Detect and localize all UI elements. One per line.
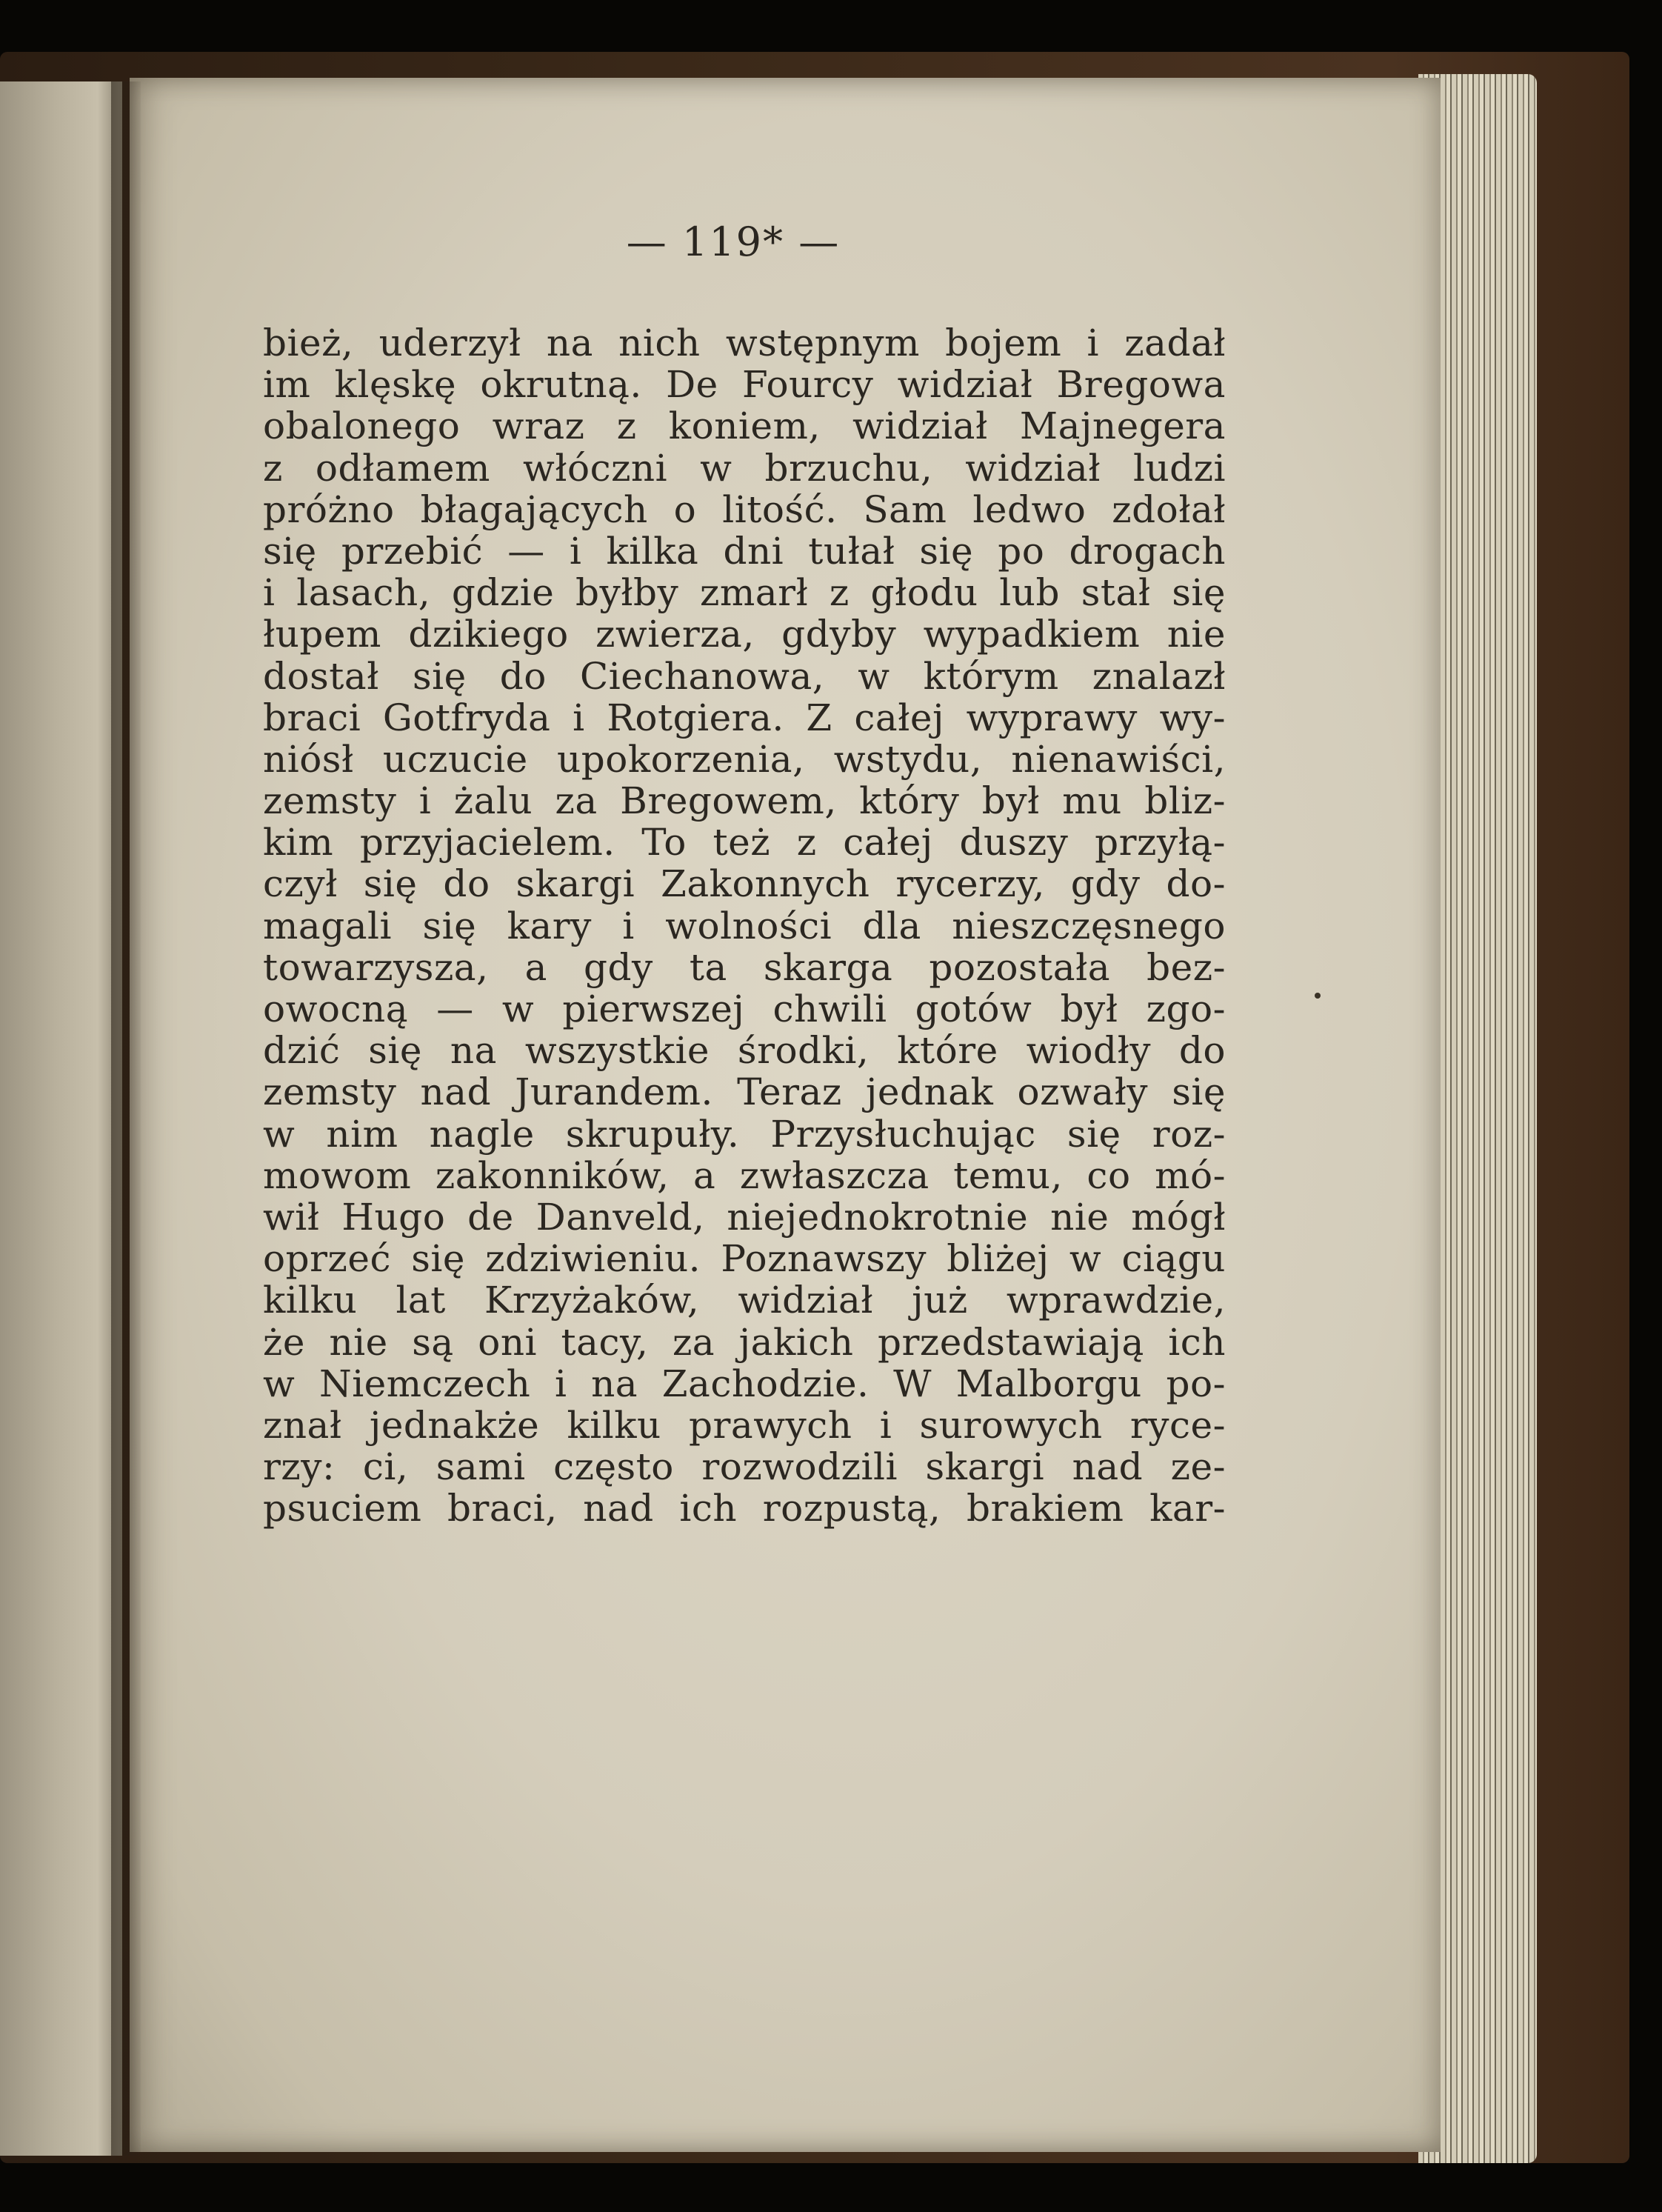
text-line: kim przyjacielem. To też z całej duszy przyłą-	[263, 821, 1226, 865]
page-text	[263, 322, 1226, 1529]
text-line: magali się kary i wolności dla nieszczęsnego	[263, 904, 1226, 947]
text-line: braci Gotfryda i Rotgiera. Z całej wyprawy wy-	[263, 696, 1226, 739]
text-line: w nim nagle skrupuły. Przysłuchując się roz-	[263, 1112, 1226, 1156]
book-page	[130, 78, 1441, 2152]
text-line: dostał się do Ciechanowa, w którym znalazł	[263, 654, 1226, 698]
text-line: mowom zakonników, a zwłaszcza temu, co mó-	[263, 1153, 1226, 1197]
text-line: im klęskę okrutną. De Fourcy widział Bregowa	[263, 363, 1226, 407]
text-line: psuciem braci, nad ich rozpustą, brakiem kar-	[263, 1487, 1226, 1530]
text-line: zemsty nad Jurandem. Teraz jednak ozwały się	[263, 1070, 1226, 1114]
text-line: i lasach, gdzie byłby zmarł z głodu lub stał się	[263, 571, 1226, 615]
text-line: owocną — w pierwszej chwili gotów był zgo-	[263, 987, 1226, 1030]
text-line: rzy: ci, sami często rozwodzili skargi nad ze-	[263, 1445, 1226, 1489]
text-line: się przebić — i kilka dni tułał się po drogach	[263, 529, 1226, 573]
text-line: że nie są oni tacy, za jakich przedstawiają ich	[263, 1320, 1226, 1364]
facing-page-edge	[0, 81, 122, 2156]
text-line: oprzeć się zdziwieniu. Poznawszy bliżej w ciągu	[263, 1237, 1226, 1281]
text-line: znał jednakże kilku prawych i surowych ryce-	[263, 1403, 1226, 1447]
text-line: wił Hugo de Danveld, niejednokrotnie nie mógł	[263, 1195, 1226, 1239]
page-number: — 119* —	[626, 219, 841, 265]
margin-speck	[1315, 993, 1321, 999]
text-line: obalonego wraz z koniem, widział Majnegera	[263, 404, 1226, 448]
text-line: w Niemczech i na Zachodzie. W Malborgu po-	[263, 1362, 1226, 1405]
text-line: łupem dzikiego zwierza, gdyby wypadkiem nie	[263, 613, 1226, 656]
text-line: z odłamem włóczni w brzuchu, widział ludzi	[263, 446, 1226, 490]
text-line: niósł uczucie upokorzenia, wstydu, nienawiści,	[263, 737, 1226, 781]
text-line: dzić się na wszystkie środki, które wiodły do	[263, 1029, 1226, 1073]
text-line: towarzysza, a gdy ta skarga pozostała bez-	[263, 945, 1226, 989]
text-line: czył się do skargi Zakonnych rycerzy, gdy do-	[263, 862, 1226, 906]
gutter-shadow	[111, 81, 141, 2156]
text-line: próżno błagających o litość. Sam ledwo zdołał	[263, 487, 1226, 531]
text-line: zemsty i żalu za Bregowem, który był mu bliz-	[263, 779, 1226, 823]
text-line: bież, uderzył na nich wstępnym bojem i zadał	[263, 322, 1226, 364]
text-line: kilku lat Krzyżaków, widział już wprawdzie,	[263, 1279, 1226, 1322]
